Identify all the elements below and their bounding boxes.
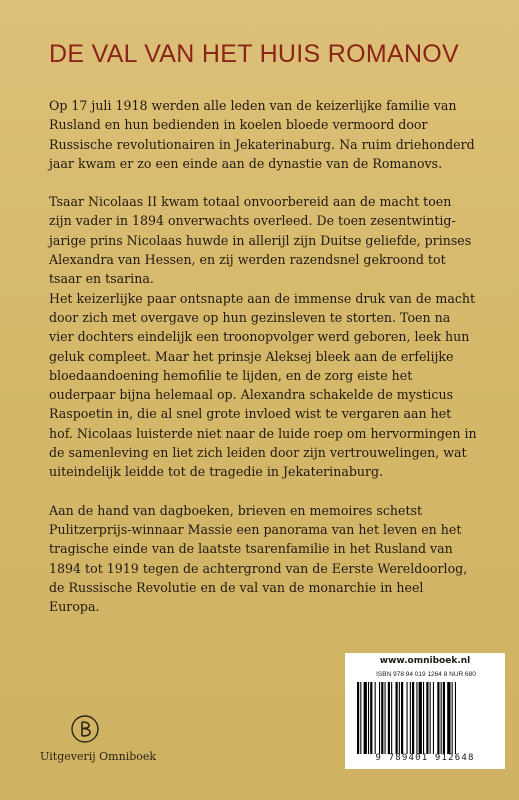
barcode-digits: 9 789401 912648	[375, 753, 475, 763]
blurb-paragraph-3: Het keizerlijke paar ontsnapte aan de immense druk van de macht door zich met overgave op hun gezinsleven te storten. Toen na vier dochters eindelijk een troonopvolger werd geboren, leek hun geluk compleet. Maar het prinsje Aleksej bleek aan de erfelijke bloedaandoening hemofilie te lijden, en de zorg eiste het ouderpaar bijna helemaal op. Alexandra schakelde de mysticus Raspoetin in, die al snel grote invloed wist te vergaren aan het hof. Nicolaas luisterde niet naar de luide roep om hervormingen in de samenleving en liet zich leiden door zijn vertrouwelingen, wat uiteindelijk leidde tot de tragedie in Jekaterinaburg.	[49, 290, 477, 480]
barcode-icon	[357, 682, 493, 754]
publisher-name: Uitgeverij Omniboek	[40, 750, 157, 763]
blurb-paragraph-1: Op 17 juli 1918 werden alle leden van de keizerlijke familie van Rusland en hun bedienden in koelen bloede vermoord door Russische revolutionairen in Jekaterinaburg. Na ruim driehonderd jaar kwam er zo een einde aan de dynastie van de Romanovs.	[49, 98, 475, 171]
omniboek-logo-icon	[70, 714, 100, 744]
book-title: DE VAL VAN HET HUIS ROMANOV	[49, 40, 460, 68]
blurb-paragraph-4: Aan de hand van dagboeken, brieven en memoires schetst Pulitzerprijs-winnaar Massie een panorama van het leven en het tragische einde van de laatste tsarenfamilie in het Rusland van 1894 tot 1919 tegen de achtergrond van de Eerste Wereldoorlog, de Russische Revolutie en de val van de monarchie in heel Europa.	[49, 502, 468, 615]
isbn-line: ISBN 978 94 019 1264 8 NUR 680	[376, 671, 476, 678]
barcode-label	[345, 653, 505, 769]
publisher-website: www.omniboek.nl	[379, 656, 471, 666]
blurb-paragraph-2: Tsaar Nicolaas II kwam totaal onvoorbereid aan de macht toen zijn vader in 1894 onverwachts overleed. De toen zesentwintig-jarige prins Nicolaas huwde in allerijl zijn Duitse geliefde, prinses Alexandra van Hessen, en zij werden razendsnel gekroond tot tsaar en tsarina.	[49, 194, 472, 287]
blurb	[49, 96, 477, 616]
